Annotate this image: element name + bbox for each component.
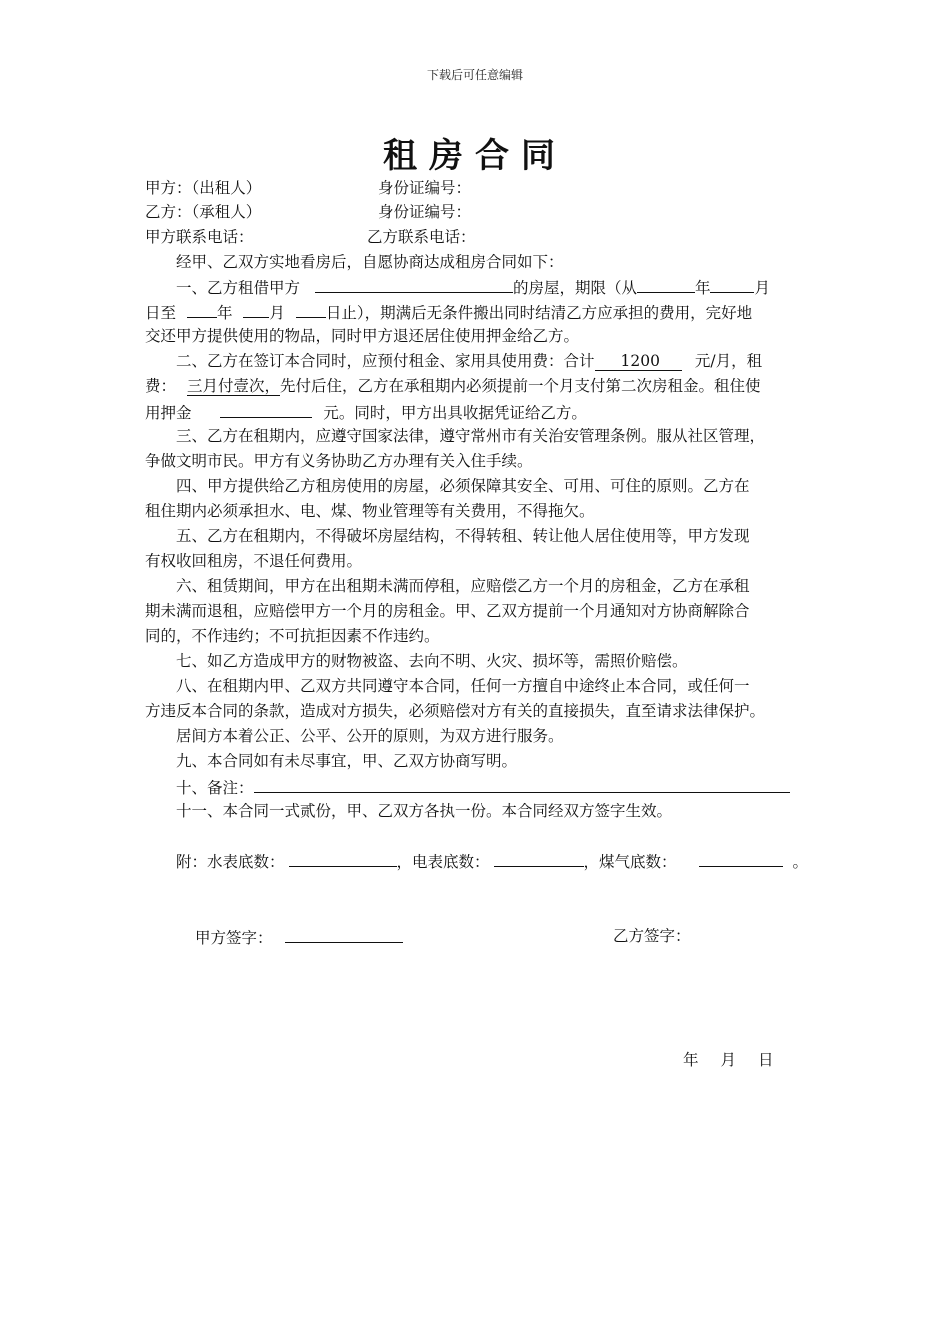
clause8-line2: 方违反本合同的条款，造成对方损失，必须赔偿对方有关的直接损失，直至请求法律保护。 bbox=[145, 702, 766, 720]
clause1-text-b: 的房屋，期限（从 bbox=[512, 279, 637, 297]
party-a-label: 甲方：（出租人） bbox=[145, 179, 262, 197]
intermediary-clause: 居间方本着公正、公平、公开的原则，为双方进行服务。 bbox=[176, 727, 564, 745]
clause10-row bbox=[145, 774, 846, 801]
clause1-month2: 月 bbox=[269, 304, 285, 322]
clause1-line1 bbox=[145, 274, 846, 301]
start-year-blank[interactable] bbox=[637, 274, 695, 293]
date-year: 年 bbox=[683, 1051, 699, 1069]
rent-amount[interactable]: 1200 bbox=[595, 352, 682, 371]
clause1-text-h: 日止），期满后无条件搬出同时结清乙方应承担的费用，完好地 bbox=[325, 304, 753, 322]
payment-period[interactable]: 三月付壹次， bbox=[186, 377, 280, 395]
end-year-blank[interactable] bbox=[187, 299, 217, 318]
clause6-line1: 六、租赁期间，甲方在出租期未满而停租，应赔偿乙方一个月的房租金，乙方在承租 bbox=[176, 577, 750, 595]
clause1-year: 年 bbox=[694, 279, 711, 297]
clause2-text-b: 元/月，租 bbox=[694, 352, 763, 370]
clause6-line2: 期未满而退租，应赔偿甲方一个月的房租金。甲、乙双方提前一个月通知对方协商解除合 bbox=[145, 602, 750, 620]
phone-row bbox=[145, 225, 815, 250]
party-a-signature-label: 甲方签字： bbox=[195, 929, 273, 947]
party-b-row bbox=[145, 200, 815, 225]
clause2-text-e: 用押金 bbox=[145, 404, 192, 422]
clause3-line1: 三、乙方在租期内，应遵守国家法律，遵守常州市有关治安管理条例。服从社区管理， bbox=[176, 427, 766, 445]
remarks-blank[interactable] bbox=[254, 774, 790, 793]
clause2-line2 bbox=[145, 374, 815, 399]
date-day: 日 bbox=[758, 1051, 774, 1069]
clause1-line2 bbox=[145, 299, 815, 326]
deposit-blank[interactable] bbox=[220, 399, 312, 418]
clause2-text-f: 元。同时，甲方出具收据凭证给乙方。 bbox=[323, 404, 587, 422]
clause8-line1: 八、在租期内甲、乙双方共同遵守本合同，任何一方擅自中途终止本合同，或任何一 bbox=[176, 677, 750, 695]
clause2-text-d: 先付后住，乙方在承租期内必须提前一个月支付第二次房租金。租住使 bbox=[279, 377, 761, 395]
start-month-blank[interactable] bbox=[710, 274, 754, 293]
water-meter-blank[interactable] bbox=[289, 848, 397, 867]
party-a-id-label: 身份证编号： bbox=[378, 179, 472, 197]
clause1-year2: 年 bbox=[216, 304, 233, 322]
clause5-line2: 有权收回租房，不退任何费用。 bbox=[145, 552, 363, 570]
gas-meter-blank[interactable] bbox=[699, 848, 783, 867]
clause1-text-e: 日至 bbox=[145, 304, 177, 322]
party-a-row bbox=[145, 176, 815, 201]
gas-meter-label: ，煤气底数： bbox=[583, 853, 677, 871]
clause5-line1: 五、乙方在租期内，不得破坏房屋结构，不得转租、转让他人居住使用等，甲方发现 bbox=[176, 527, 750, 545]
water-meter-label: 附：水表底数： bbox=[176, 853, 285, 871]
date-month: 月 bbox=[720, 1051, 737, 1069]
clause1-line3: 交还甲方提供使用的物品，同时甲方退还居住使用押金给乙方。 bbox=[145, 327, 580, 345]
party-b-id-label: 身份证编号： bbox=[378, 203, 472, 221]
party-b-signature-label: 乙方签字： bbox=[613, 927, 691, 945]
clause7: 七、如乙方造成甲方的财物被盗、去向不明、火灾、损坏等，需照价赔偿。 bbox=[176, 652, 688, 670]
clause11: 十一、本合同一式贰份，甲、乙双方各执一份。本合同经双方签字生效。 bbox=[176, 802, 673, 820]
clause6-line3: 同的，不作违约；不可抗拒因素不作违约。 bbox=[145, 627, 440, 645]
page-title: 租房合同 bbox=[383, 136, 567, 176]
clause1-text-a: 一、乙方租借甲方 bbox=[176, 279, 301, 297]
clause4-line2: 租住期内必须承担水、电、煤、物业管理等有关费用，不得拖欠。 bbox=[145, 502, 595, 520]
clause2-line1 bbox=[145, 349, 846, 374]
clause2-text-c: 费： bbox=[145, 377, 177, 395]
party-b-label: 乙方：（承租人） bbox=[145, 203, 262, 221]
clause2-line3 bbox=[145, 399, 815, 426]
appendix-row bbox=[145, 848, 846, 875]
party-a-phone-label: 甲方联系电话： bbox=[145, 228, 254, 246]
clause2-text-a: 二、乙方在签订本合同时，应预付租金、家用具使用费：合计 bbox=[176, 352, 595, 370]
clause9: 九、本合同如有未尽事宜，甲、乙双方协商写明。 bbox=[176, 752, 518, 770]
landlord-name-blank[interactable] bbox=[315, 274, 513, 293]
electric-meter-blank[interactable] bbox=[494, 848, 584, 867]
clause1-month: 月 bbox=[754, 279, 770, 297]
end-month-blank[interactable] bbox=[243, 299, 269, 318]
remarks-label: 十、备注： bbox=[176, 779, 254, 797]
party-b-phone-label: 乙方联系电话： bbox=[367, 228, 476, 246]
date-row bbox=[683, 1048, 823, 1073]
intro: 经甲、乙双方实地看房后，自愿协商达成租房合同如下： bbox=[176, 253, 564, 271]
party-a-signature-blank[interactable] bbox=[285, 924, 403, 943]
end-day-blank[interactable] bbox=[296, 299, 326, 318]
header-note: 下载后可任意编辑 bbox=[426, 68, 523, 82]
clause3-line2: 争做文明市民。甲方有义务协助乙方办理有关入住手续。 bbox=[145, 452, 533, 470]
clause4-line1: 四、甲方提供给乙方租房使用的房屋，必须保障其安全、可用、可住的原则。乙方在 bbox=[176, 477, 750, 495]
appendix-end: 。 bbox=[792, 853, 809, 871]
electric-meter-label: ，电表底数： bbox=[396, 853, 490, 871]
